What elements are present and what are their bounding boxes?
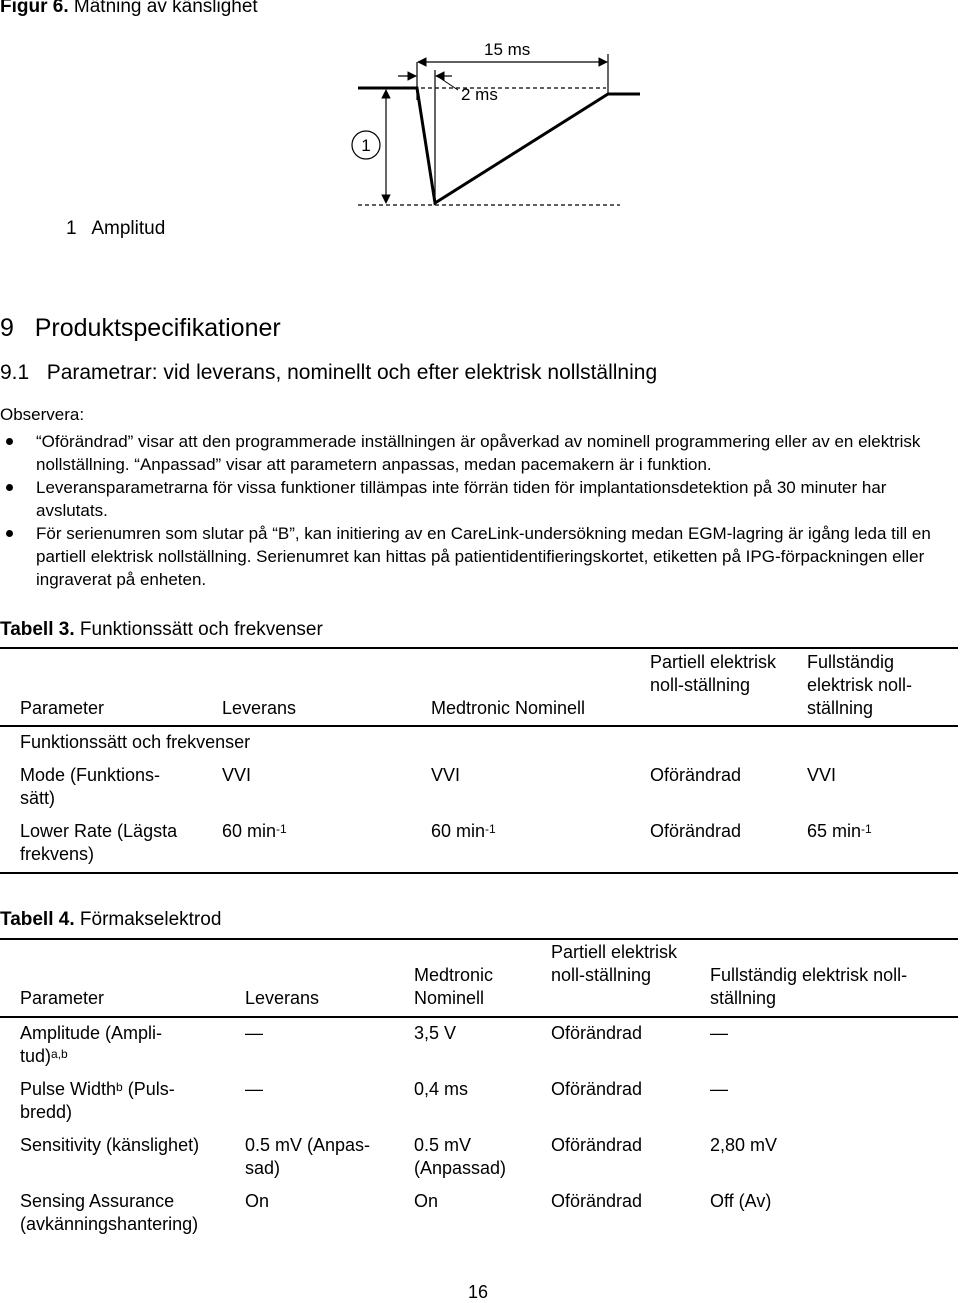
table3-cell: 60 $\min^{-1}$ <box>222 821 287 841</box>
table3-cell: Oförändrad <box>650 765 742 785</box>
table3-cell: Lower Rate (Lägsta frekvens) <box>20 821 178 864</box>
table3-top-rule <box>0 647 958 649</box>
table3-group-label: Funktionssätt och frekvenser <box>20 732 251 752</box>
bullet-dot <box>6 438 13 445</box>
table3-label: Tabell 3. <box>0 619 75 640</box>
pulse-waveform <box>358 88 640 203</box>
table4-cell: — <box>710 1079 728 1099</box>
table3-header-parameter: Parameter <box>20 698 105 718</box>
table4-cell: Amplitude (Ampli-tud)$^{a,b}$ <box>20 1023 163 1066</box>
table4-header-delivery: Leverans <box>245 988 320 1008</box>
table4-cell: 3,5 V <box>414 1023 457 1043</box>
bullet-dot <box>6 530 13 537</box>
table4-cell: 2,80 mV <box>710 1135 778 1155</box>
table4-header-parameter: Parameter <box>20 988 105 1008</box>
table4-label: Tabell 4. <box>0 909 75 930</box>
table3-cell: Mode (Funktions-sätt) <box>20 765 161 808</box>
table4-cell: On <box>414 1191 439 1211</box>
table3-cell: 65 $\min^{-1}$ <box>807 821 872 841</box>
table3-header-delivery: Leverans <box>222 698 297 718</box>
table4-cell: — <box>245 1079 263 1099</box>
table3-header-full-reset: Fullständig elektrisk noll-ställning <box>807 652 913 718</box>
table4-cell: Off (Av) <box>710 1191 772 1211</box>
figure-label: Figur 6. <box>0 0 69 17</box>
page-number: 16 <box>468 1282 489 1302</box>
table4-cell: Sensitivity (känslighet) <box>20 1135 200 1155</box>
table4-cell: Oförändrad <box>551 1191 643 1211</box>
table4-cell: — <box>245 1023 263 1043</box>
table3-bottom-rule <box>0 872 958 874</box>
note-text: “Oförändrad” visar att den programmerade inställningen är opåverkad av nominell programmering eller av en elektrisk nollställning. “Anpassad” visar att parametern anpassas, medan pacemakern är i funktion. <box>36 432 921 474</box>
figure-title: Mätning av känslighet <box>73 0 258 17</box>
note-label: Observera: <box>0 405 85 424</box>
table4-top-rule <box>0 938 958 940</box>
table4-header-partial-reset: Partiell elektrisk noll-ställning <box>551 942 678 985</box>
table3-header-rule <box>0 725 958 727</box>
section-heading: 9 Produktspecifikationer <box>0 314 281 342</box>
table4-header-nominal: Medtronic Nominell <box>414 965 494 1008</box>
note-text: För serienumren som slutar på “B”, kan initiering av en CareLink-undersökning medan EGM-lagring är igång leda till en partiell elektrisk nollställning. Serienumret kan hittas på patientidentifieringskortet, etiketten på IPG-förpackningen eller ingraverat på enheten. <box>36 524 931 589</box>
table3-cell: VVI <box>222 765 252 785</box>
table4-cell: Oförändrad <box>551 1079 643 1099</box>
table3-cell: VVI <box>807 765 837 785</box>
table3-header-nominal: Medtronic Nominell <box>431 698 586 718</box>
table4-cell: 0.5 mV (Anpas-sad) <box>245 1135 371 1178</box>
table4-header-rule <box>0 1016 958 1018</box>
table4-cell: Pulse Width$^b$ (Puls-bredd) <box>20 1079 175 1122</box>
table4-cell: 0.5 mV (Anpassad) <box>414 1135 507 1178</box>
table4-cell: Oförändrad <box>551 1135 643 1155</box>
table3-caption <box>0 619 323 641</box>
table4-caption <box>0 909 221 931</box>
table4-header-full-reset: Fullständig elektrisk noll-ställning <box>710 965 908 1008</box>
note-text: Leveransparametrarna för vissa funktioner tillämpas inte förrän tiden för implantationsdetektion på 30 minuter har avslutats. <box>36 478 887 520</box>
subsection-heading: 9.1 Parametrar: vid leverans, nominellt och efter elektrisk nollställning <box>0 361 658 384</box>
figure-legend: 1 Amplitud <box>66 218 166 239</box>
figure-caption <box>0 0 258 18</box>
table3-title: Funktionssätt och frekvenser <box>79 619 323 640</box>
table4-title: Förmakselektrod <box>79 909 222 930</box>
marker-1-label: 1 <box>361 136 371 155</box>
table3-cell: Oförändrad <box>650 821 742 841</box>
table4-cell: — <box>710 1023 728 1043</box>
table4-cell: Oförändrad <box>551 1023 643 1043</box>
sensitivity-measurement-diagram <box>0 28 960 238</box>
dimension-2ms-label: 2 ms <box>461 85 498 104</box>
table3-header-partial-reset: Partiell elektrisk noll-ställning <box>650 652 777 695</box>
table4-cell: On <box>245 1191 270 1211</box>
dimension-15ms-label: 15 ms <box>484 40 531 59</box>
table3-cell: VVI <box>431 765 461 785</box>
table3-cell: 60 $\min^{-1}$ <box>431 821 496 841</box>
table4-cell: Sensing Assurance (avkänningshantering) <box>20 1191 199 1234</box>
table4-cell: 0,4 ms <box>414 1079 469 1099</box>
bullet-dot <box>6 484 13 491</box>
